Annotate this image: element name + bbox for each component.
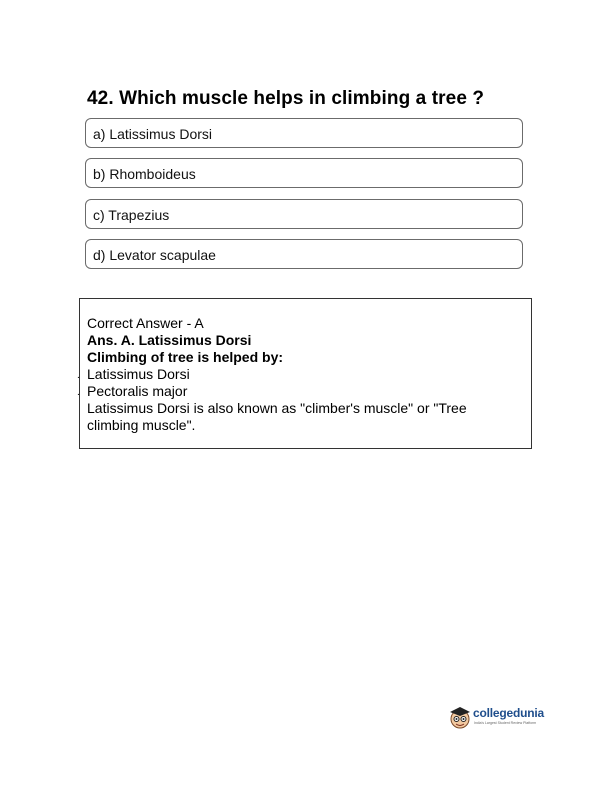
answer-note: Latissimus Dorsi is also known as "climber's muscle" or "Tree climbing muscle". bbox=[87, 400, 467, 433]
option-a[interactable]: a) Latissimus Dorsi bbox=[85, 118, 523, 148]
mascot-icon bbox=[448, 704, 472, 732]
bullet-dot: . bbox=[77, 387, 80, 398]
answer-heading: Ans. A. Latissimus Dorsi bbox=[87, 332, 252, 348]
answer-item: Latissimus Dorsi bbox=[87, 366, 190, 382]
collegedunia-logo bbox=[448, 704, 548, 734]
question-title: 42. Which muscle helps in climbing a tree ? bbox=[87, 88, 485, 109]
answer-subheading: Climbing of tree is helped by: bbox=[87, 349, 284, 365]
bullet-dot: . bbox=[77, 370, 80, 381]
option-d[interactable]: d) Levator scapulae bbox=[85, 239, 523, 269]
option-c[interactable]: c) Trapezius bbox=[85, 199, 523, 229]
logo-text: collegedunia bbox=[473, 706, 544, 720]
option-b[interactable]: b) Rhomboideus bbox=[85, 158, 523, 188]
answer-item: Pectoralis major bbox=[87, 383, 188, 399]
logo-tagline: India's Largest Student Review Platform bbox=[474, 721, 537, 725]
correct-answer: Correct Answer - A bbox=[87, 315, 204, 331]
answer-box bbox=[79, 298, 532, 449]
